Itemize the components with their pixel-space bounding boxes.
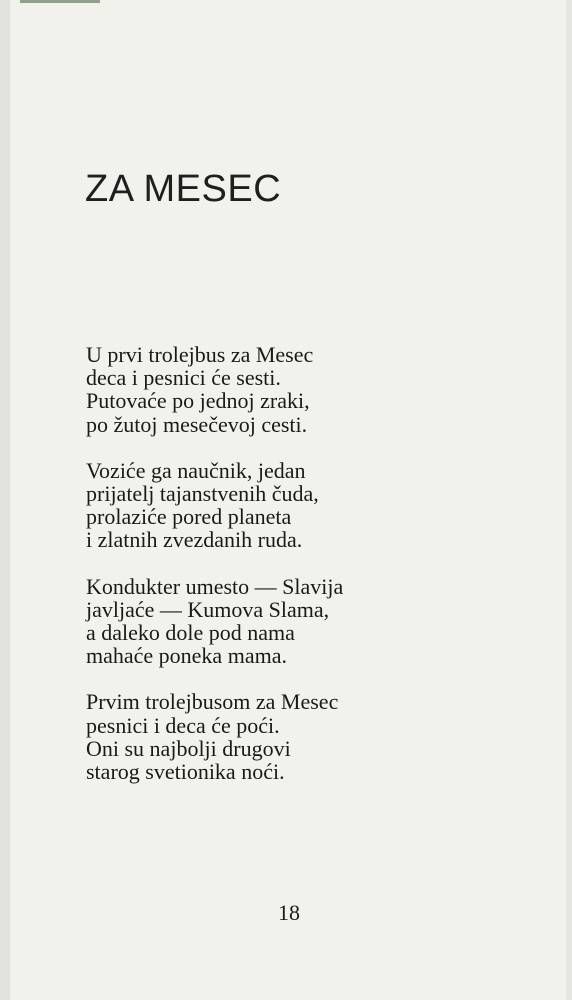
poem-line: Putovaće po jednoj zraki, (86, 388, 310, 414)
poem-line: Voziće ga naučnik, jedan (86, 457, 306, 483)
poem-line: U prvi trolejbus za Mesec (86, 342, 314, 367)
poem-line: a daleko dole pod nama (86, 620, 295, 646)
poem-line: prolaziće pored planeta (86, 504, 292, 530)
poem-body (86, 343, 506, 806)
stanza-1 (86, 343, 506, 436)
poem-line: starog svetionika noći. (86, 759, 285, 785)
poem-line: deca i pesnici će sesti. (86, 365, 281, 391)
poem-line: po žutoj mesečevoj cesti. (86, 411, 308, 437)
page-number: 18 (278, 900, 300, 925)
stanza-4 (86, 690, 506, 783)
stanza-3 (86, 575, 506, 668)
poem-line: prijatelj tajanstvenih čuda, (86, 481, 319, 507)
poem-line: Kondukter umesto — Slavija (86, 573, 344, 599)
page-edge-mark (20, 0, 100, 3)
poem-line: mahaće poneka mama. (86, 643, 287, 669)
poem-line: Prvim trolejbusom za Mesec (86, 689, 339, 715)
poem-line: Oni su najbolji drugovi (86, 735, 291, 761)
poem-line: i zlatnih zvezdanih ruda. (86, 527, 303, 553)
poem-line: pesnici i deca će poći. (86, 712, 280, 738)
poem-title: ZA MESEC (85, 168, 282, 210)
poem-line: javljaće — Kumova Slama, (86, 596, 330, 622)
stanza-2 (86, 459, 506, 552)
